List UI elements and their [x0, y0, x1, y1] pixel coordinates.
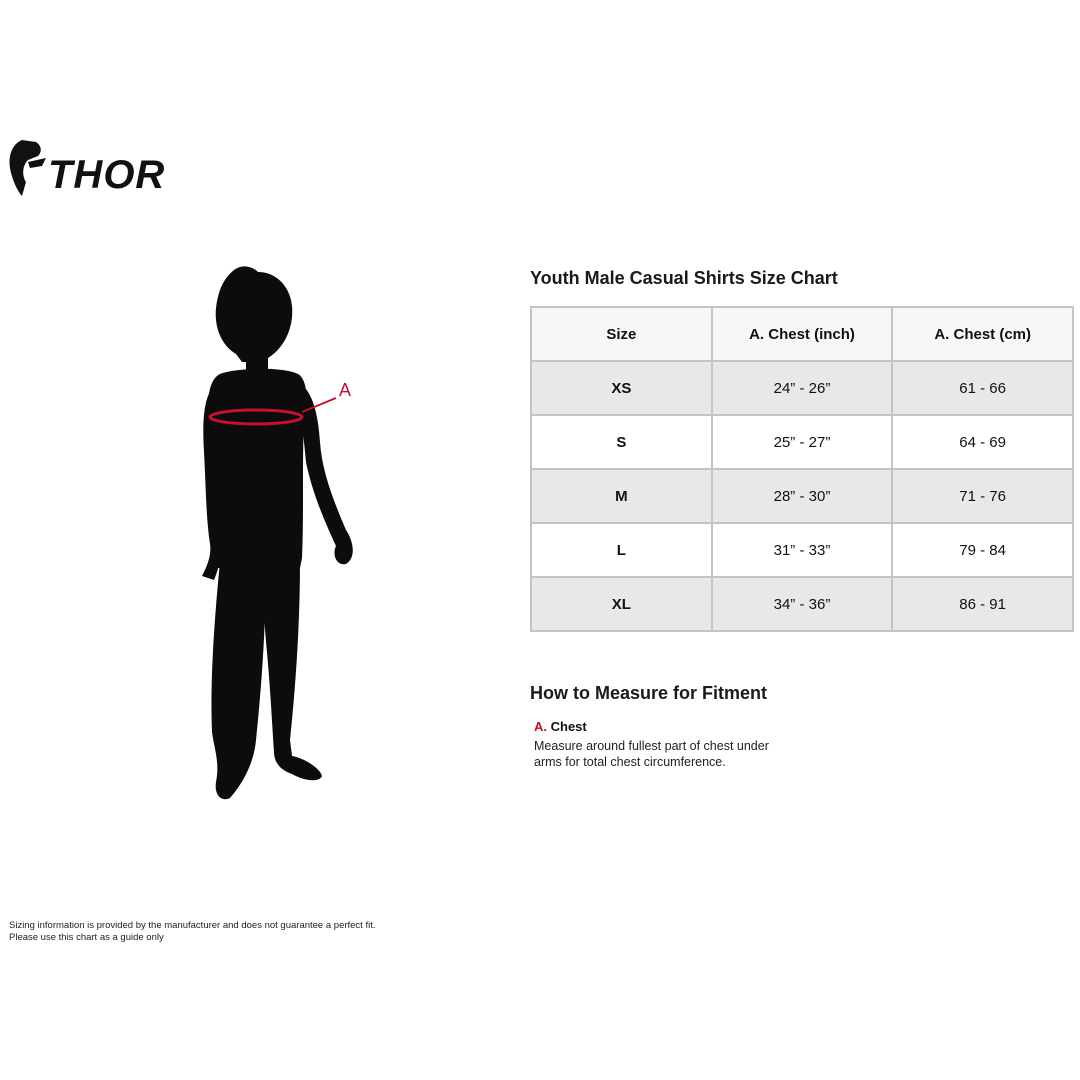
chest-cm-cell: 71 - 76 [892, 469, 1073, 523]
table-row [531, 361, 1073, 415]
thor-logo [8, 136, 198, 200]
child-figure [186, 262, 366, 807]
chest-inch-cell: 24” - 26” [712, 361, 893, 415]
size-cell: S [531, 415, 712, 469]
measure-item-chest [534, 719, 834, 770]
measure-item-letter: A. [534, 719, 547, 734]
header-size: Size [531, 307, 712, 361]
size-cell: XS [531, 361, 712, 415]
chest-inch-cell: 31” - 33” [712, 523, 893, 577]
size-cell: M [531, 469, 712, 523]
measure-section-title: How to Measure for Fitment [530, 683, 768, 703]
chest-cm-cell: 79 - 84 [892, 523, 1073, 577]
measure-item-description [534, 738, 834, 770]
header-chest-inch: A. Chest (inch) [712, 307, 893, 361]
chest-cm-cell: 61 - 66 [892, 361, 1073, 415]
table-header-row [531, 307, 1073, 361]
description-line: Measure around fullest part of chest under [534, 739, 769, 753]
chest-marker-label: A [339, 380, 352, 400]
size-chart-table [530, 306, 1074, 632]
measure-item-label: Chest [550, 719, 587, 734]
child-silhouette-icon [186, 262, 366, 807]
header-chest-cm: A. Chest (cm) [892, 307, 1073, 361]
size-cell: L [531, 523, 712, 577]
chest-cm-cell: 86 - 91 [892, 577, 1073, 631]
chest-inch-cell: 28” - 30” [712, 469, 893, 523]
table-row [531, 415, 1073, 469]
sizing-disclaimer [9, 920, 429, 944]
disclaimer-line: Sizing information is provided by the manufacturer and does not guarantee a perfect fit. [9, 920, 376, 931]
chest-inch-cell: 25” - 27” [712, 415, 893, 469]
table-row [531, 469, 1073, 523]
svg-text:THOR: THOR [48, 153, 166, 197]
size-chart-title: Youth Male Casual Shirts Size Chart [530, 268, 838, 288]
thor-helmet-logo-icon [8, 136, 198, 200]
measure-item-heading [534, 719, 834, 734]
table-row [531, 577, 1073, 631]
table-row [531, 523, 1073, 577]
description-line: arms for total chest circumference. [534, 755, 726, 769]
chest-cm-cell: 64 - 69 [892, 415, 1073, 469]
chest-inch-cell: 34” - 36” [712, 577, 893, 631]
disclaimer-line: Please use this chart as a guide only [9, 932, 164, 943]
size-cell: XL [531, 577, 712, 631]
